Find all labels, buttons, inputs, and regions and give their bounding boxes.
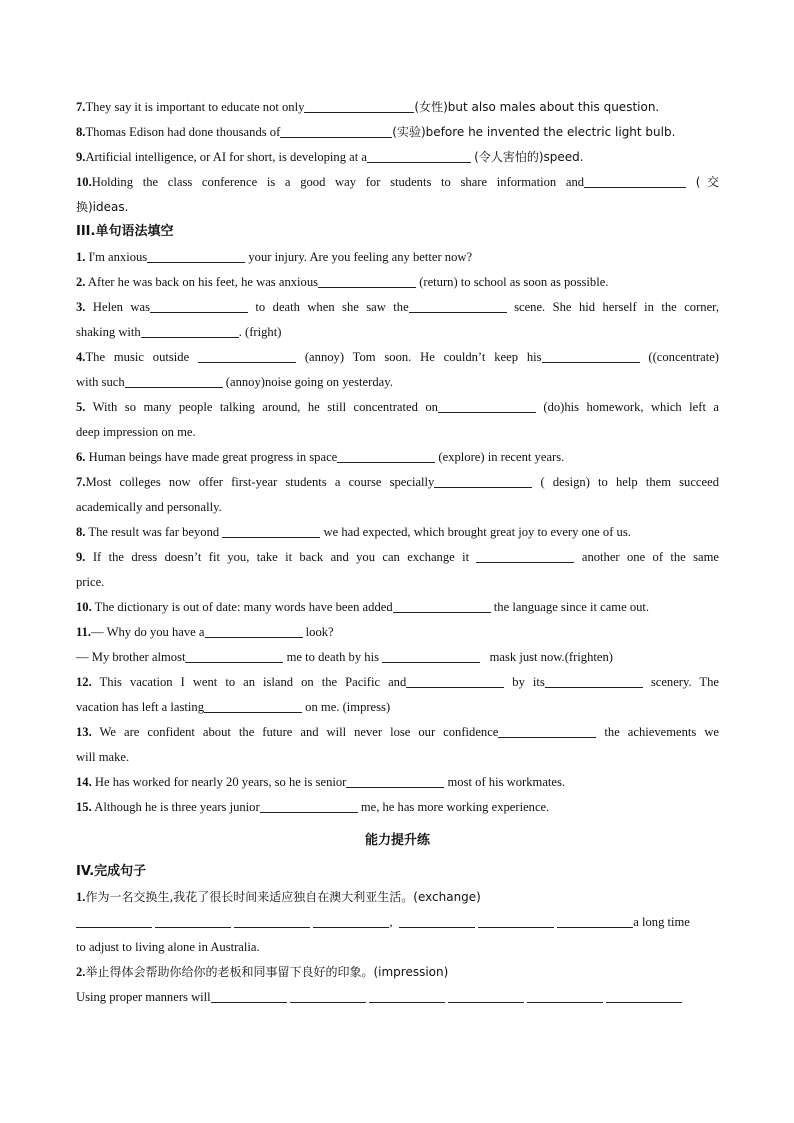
q3-12-cont: vacation has left a lasting on me. (impress) — [76, 700, 391, 714]
q3-2: 2. After he was back on his feet, he was anxious (return) to school as soon as possible. — [76, 275, 609, 289]
answer-blank[interactable] — [185, 649, 283, 663]
answer-blank[interactable] — [337, 449, 435, 463]
answer-blank[interactable] — [150, 299, 248, 313]
answer-blank[interactable] — [222, 524, 320, 538]
q4-1-prompt: 1.作为一名交换生,我花了很长时间来适应独自在澳大利亚生活。(exchange) — [76, 890, 481, 904]
answer-blank[interactable] — [393, 599, 491, 613]
answer-blank[interactable] — [318, 274, 416, 288]
q3-5-cont: deep impression on me. — [76, 425, 196, 439]
answer-blank[interactable] — [545, 674, 643, 688]
q3-6: 6. Human beings have made great progress in space (explore) in recent years. — [76, 450, 565, 464]
q2-9: 9.Artificial intelligence, or AI for short, is developing at a (令人害怕的)speed. — [76, 150, 584, 164]
answer-blank[interactable] — [141, 324, 239, 338]
answer-blank[interactable] — [476, 549, 574, 563]
answer-blank[interactable] — [606, 989, 682, 1003]
q3-4-cont: with such (annoy)noise going on yesterday. — [76, 375, 393, 389]
answer-blank[interactable] — [204, 699, 302, 713]
q3-12: 12. This vacation I went to an island on the Pacific and by its scenery. The — [76, 675, 719, 689]
answer-blank[interactable] — [448, 989, 524, 1003]
q3-10: 10. The dictionary is out of date: many words have been added the language since it came out. — [76, 600, 650, 614]
q3-4: 4.The music outside (annoy) Tom soon. He couldn’t keep his ((concentrate) — [76, 350, 720, 364]
answer-blank[interactable] — [438, 399, 536, 413]
answer-blank[interactable] — [369, 989, 445, 1003]
answer-blank[interactable] — [198, 349, 296, 363]
q3-7: 7.Most colleges now offer first-year students a course specially ( design) to help them succeed — [76, 475, 720, 489]
answer-blank[interactable] — [304, 99, 414, 113]
answer-blank[interactable] — [527, 989, 603, 1003]
answer-blank[interactable] — [125, 374, 223, 388]
q4-1-answer: , a long time — [76, 913, 719, 931]
answer-blank[interactable] — [542, 349, 640, 363]
q3-15: 15. Although he is three years junior me, he has more working experience. — [76, 800, 550, 814]
answer-blank[interactable] — [498, 724, 596, 738]
q3-1: 1. I'm anxious your injury. Are you feeling any better now? — [76, 250, 473, 264]
answer-blank[interactable] — [290, 989, 366, 1003]
q3-3-cont: shaking with . (fright) — [76, 325, 282, 339]
q3-13: 13. We are confident about the future and will never lose our confidence the achievements we — [76, 725, 720, 739]
answer-blank[interactable] — [76, 914, 152, 928]
answer-blank[interactable] — [234, 914, 310, 928]
q3-8: 8. The result was far beyond we had expected, which brought great joy to every one of us. — [76, 525, 631, 539]
answer-blank[interactable] — [406, 674, 504, 688]
answer-blank[interactable] — [211, 989, 287, 1003]
answer-blank[interactable] — [205, 624, 303, 638]
q3-11-reply: — My brother almost me to death by his mask just now.(frighten) — [76, 650, 613, 664]
answer-blank[interactable] — [478, 914, 554, 928]
answer-blank[interactable] — [147, 249, 245, 263]
answer-blank[interactable] — [260, 799, 358, 813]
answer-blank[interactable] — [367, 149, 471, 163]
level-title: 能力提升练 — [364, 833, 430, 848]
q4-1-cont: to adjust to living alone in Australia. — [76, 940, 260, 954]
answer-blank[interactable] — [557, 914, 633, 928]
q3-9: 9. If the dress doesn’t fit you, take it back and you can exchange it another one of the same — [76, 550, 720, 564]
q3-11: 11.— Why do you have a look? — [76, 625, 334, 639]
q3-14: 14. He has worked for nearly 20 years, so he is senior most of his workmates. — [76, 775, 566, 789]
q3-5: 5. With so many people talking around, he still concentrated on (do)his homework, which left a — [76, 400, 719, 414]
answer-blank[interactable] — [584, 174, 686, 188]
section-title-iii: III.单句语法填空 — [76, 224, 174, 239]
answer-blank[interactable] — [434, 474, 532, 488]
q2-7: 7.They say it is important to educate not only (女性)but also males about this question. — [76, 100, 660, 114]
q4-2-answer: Using proper manners will — [76, 988, 719, 1006]
answer-blank[interactable] — [382, 649, 480, 663]
answer-blank[interactable] — [313, 914, 389, 928]
q2-8: 8.Thomas Edison had done thousands of (实验)before he invented the electric light bulb. — [76, 125, 676, 139]
q4-2-prompt: 2.举止得体会帮助你给你的老板和同事留下良好的印象。(impression) — [76, 965, 449, 979]
q3-3: 3. Helen was to death when she saw the scene. She hid herself in the corner, — [76, 300, 719, 314]
q2-10-cont: 换)ideas. — [76, 200, 129, 214]
answer-blank[interactable] — [399, 914, 475, 928]
q3-13-cont: will make. — [76, 750, 130, 764]
answer-blank[interactable] — [155, 914, 231, 928]
section-title-iv: IV.完成句子 — [76, 864, 147, 879]
q3-7-cont: academically and personally. — [76, 500, 222, 514]
answer-blank[interactable] — [346, 774, 444, 788]
q3-9-cont: price. — [76, 575, 105, 589]
q2-10: 10.Holding the class conference is a good way for students to share information and (交 — [76, 175, 719, 189]
answer-blank[interactable] — [409, 299, 507, 313]
answer-blank[interactable] — [280, 124, 392, 138]
